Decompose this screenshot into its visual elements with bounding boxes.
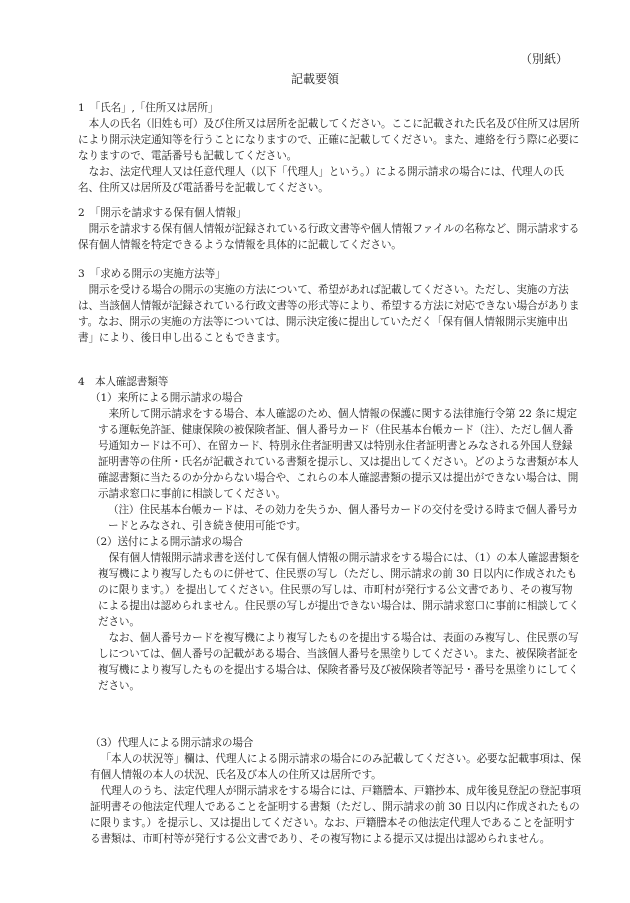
subsection-4-3 xyxy=(78,735,582,847)
subsection-4-2-paragraph-2: なお、個人番号カードを複写機により複写したものを提出する場合は、表面のみ複写し、住民票の写しについては、個人番号の記載がある場合、当該個人番号を黒塗りしてください。また、被保険者証を複写機により複写したものを提出する場合は、保険者番号及び被保険者等記号・番号を黒塗りにしてください。 xyxy=(98,632,579,692)
document-title: 記載要領 xyxy=(290,72,339,86)
subsection-4-1-heading: （1）来所による開示請求の場合 xyxy=(90,392,243,404)
subsection-4-3-heading: （3）代理人による開示請求の場合 xyxy=(90,737,254,749)
section-3-heading: 3 「求める開示の実施方法等」 xyxy=(78,268,226,280)
section-3-paragraph-1: 開示を受ける場合の開示の実施の方法について、希望があれば記載してください。ただし、実施の方法は、当該個人情報が記録されている行政文書等の形式等により、希望する方法に対応できない場合があります。なお、開示の実施の方法等については、開示決定後に提出していただく「保有個人情報開示実施申出書」により、後日申し出ることもできます。 xyxy=(78,284,580,344)
subsection-4-2-paragraph-1: 保有個人情報開示請求書を送付して保有個人情報の開示請求をする場合には、（1）の本人確認書類を複写機により複写したものに併せて、住民票の写し（ただし、開示請求の前 30 日以内に作成されたものに限ります。）を提出してください。住民票の写しは、市町村が発行する公文書であり、その複写物による提出は認められません。住民票の写しが提出できない場合は、開示請求窓口に事前に相談してください。 xyxy=(98,552,580,628)
section-2-heading: 2 「開示を請求する保有個人情報」 xyxy=(78,207,247,219)
section-4 xyxy=(78,374,582,694)
subsection-4-3-paragraph-1: 「本人の状況等」欄は、代理人による開示請求の場合にのみ記載してください。必要な記載事項は、保有個人情報の本人の状況、氏名及び本人の住所又は居所です。 xyxy=(90,753,582,781)
subsection-4-1-note: （注）住民基本台帳カードは、その効力を失うか、個人番号カードの交付を受ける時まで個人番号カードとみなされ、引き続き使用可能です。 xyxy=(108,504,578,532)
subsection-4-1-paragraph: 来所して開示請求をする場合、本人確認のため、個人情報の保護に関する法律施行令第 22 条に規定する運転免許証、健康保険の被保険者証、個人番号カード（住民基本台帳カード（注）、ただし個人番号通知カードは不可）、在留カード、特別永住者証明書又は特別永住者証明書とみなされる外国人登録証明書等の住所・氏名が記載されている書類を提示し、又は提出してください。どのような書類が本人確認書類に当たるのか分からない場合や、これらの本人確認書類の提示又は提出ができない場合は、開示請求窓口に事前に相談してください。 xyxy=(98,408,579,500)
subsection-4-1 xyxy=(78,390,582,534)
attachment-label: （別紙） xyxy=(519,52,568,66)
section-1-heading: 1 「氏名」,「住所又は居所」 xyxy=(78,102,219,114)
section-2-paragraph-1: 開示を請求する保有個人情報が記録されている行政文書等や個人情報ファイルの名称など、開示請求する保有個人情報を特定できるような情報を具体的に記載してください。 xyxy=(78,223,580,251)
section-1-paragraph-1: 本人の氏名（旧姓も可）及び住所又は居所を記載してください。ここに記載された氏名及び住所又は居所により開示決定通知等を行うことになりますので、正確に記載してください。また、連絡を行う際に必要になりますので、電話番号も記載してください。 xyxy=(78,118,580,162)
section-2 xyxy=(78,205,582,253)
section-1 xyxy=(78,100,582,196)
subsection-4-3-body xyxy=(78,735,582,847)
subsection-4-2 xyxy=(78,534,582,694)
subsection-4-3-paragraph-2: 代理人のうち、法定代理人が開示請求をする場合には、戸籍謄本、戸籍抄本、成年後見登記の登記事項証明書その他法定代理人であることを証明する書類（ただし、開示請求の前 30 日以内に作成されたものに限ります。）を提示し、又は提出してください。なお、戸籍謄本その他法定代理人であることを証明する書類は、市町村等が発行する公文書であり、その複写物による提示又は提出は認められません。 xyxy=(90,785,582,845)
section-1-paragraph-2: なお、法定代理人又は任意代理人（以下「代理人」という。）による開示請求の場合には、代理人の氏名、住所又は居所及び電話番号を記載してください。 xyxy=(78,166,564,194)
section-3 xyxy=(78,266,582,346)
section-4-heading: 4 本人確認書類等 xyxy=(78,376,169,388)
subsection-4-2-heading: （2）送付による開示請求の場合 xyxy=(90,536,243,548)
